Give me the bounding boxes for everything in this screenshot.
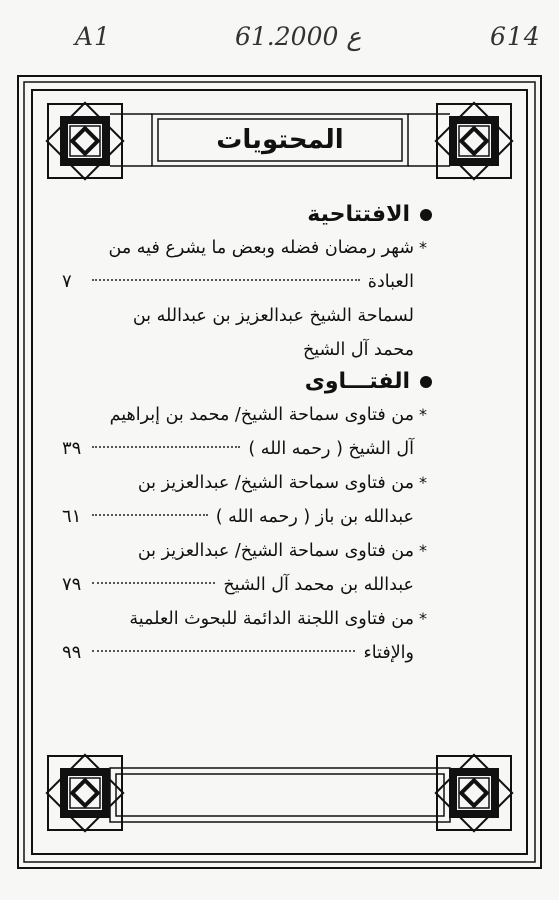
asterisk-marker: * [419,405,427,424]
entry-text: من فتاوى سماحة الشيخ/ محمد بن إبراهيم [109,405,414,425]
entry-first-line [62,231,432,265]
toc-entry [62,231,432,299]
toc-entry [62,466,432,534]
entry-last-line [62,568,432,602]
page-title: المحتويات [216,125,344,155]
section-header [62,202,432,227]
entry-last-line [62,333,432,367]
entry-text: عبدالله بن محمد آل الشيخ [223,575,414,595]
entry-last-line [62,500,432,534]
entry-first-line [62,602,432,636]
entry-last-line [62,432,432,466]
table-of-contents [62,200,432,670]
dot-leader [92,582,215,584]
entry-text: محمد آل الشيخ [302,340,414,360]
page-number: ٧٩ [62,574,82,595]
asterisk-marker: * [419,541,427,560]
page-number: ٩٩ [62,642,82,663]
asterisk-marker: * [419,238,427,257]
entry-text: والإفتاء [363,643,414,663]
toc-entry [62,398,432,466]
entry-last-line [62,265,432,299]
entry-last-line [62,636,432,670]
handwritten-note-center: 61.ع 2000 [235,22,362,51]
entry-text: آل الشيخ ( رحمه الله ) [248,439,414,459]
handwritten-note-right: 614 [490,22,541,51]
entry-text: لسماحة الشيخ عبدالعزيز بن عبدالله بن [132,306,414,326]
asterisk-marker: * [419,609,427,628]
section-heading: الافتتاحية [307,202,410,227]
entry-first-line [62,398,432,432]
entry-text: شهر رمضان فضله وبعض ما يشرع فيه من [108,238,414,258]
page-number: ٧ [62,271,72,292]
entry-text: من فتاوى سماحة الشيخ/ عبدالعزيز بن [137,541,414,561]
entry-text: العبادة [367,272,414,292]
entry-text: عبدالله بن باز ( رحمه الله ) [215,507,414,527]
bullet-dot [420,209,432,221]
page-number: ٣٩ [62,438,82,459]
entry-first-line [62,299,432,333]
dot-leader [92,279,360,281]
handwritten-note-left: A1 [75,22,111,51]
entry-first-line [62,534,432,568]
asterisk-marker: * [419,473,427,492]
toc-entry [62,602,432,670]
entry-text: من فتاوى اللجنة الدائمة للبحوث العلمية [129,609,414,629]
dot-leader [92,446,240,448]
bullet-dot [420,376,432,388]
entry-first-line [62,466,432,500]
dot-leader [92,514,208,516]
page-number: ٦١ [62,506,82,527]
toc-entry [62,299,432,367]
entry-text: من فتاوى سماحة الشيخ/ عبدالعزيز بن [137,473,414,493]
dot-leader [92,650,355,652]
section-header [62,369,432,394]
toc-entry [62,534,432,602]
section-heading: الفتـــاوى [304,369,410,394]
